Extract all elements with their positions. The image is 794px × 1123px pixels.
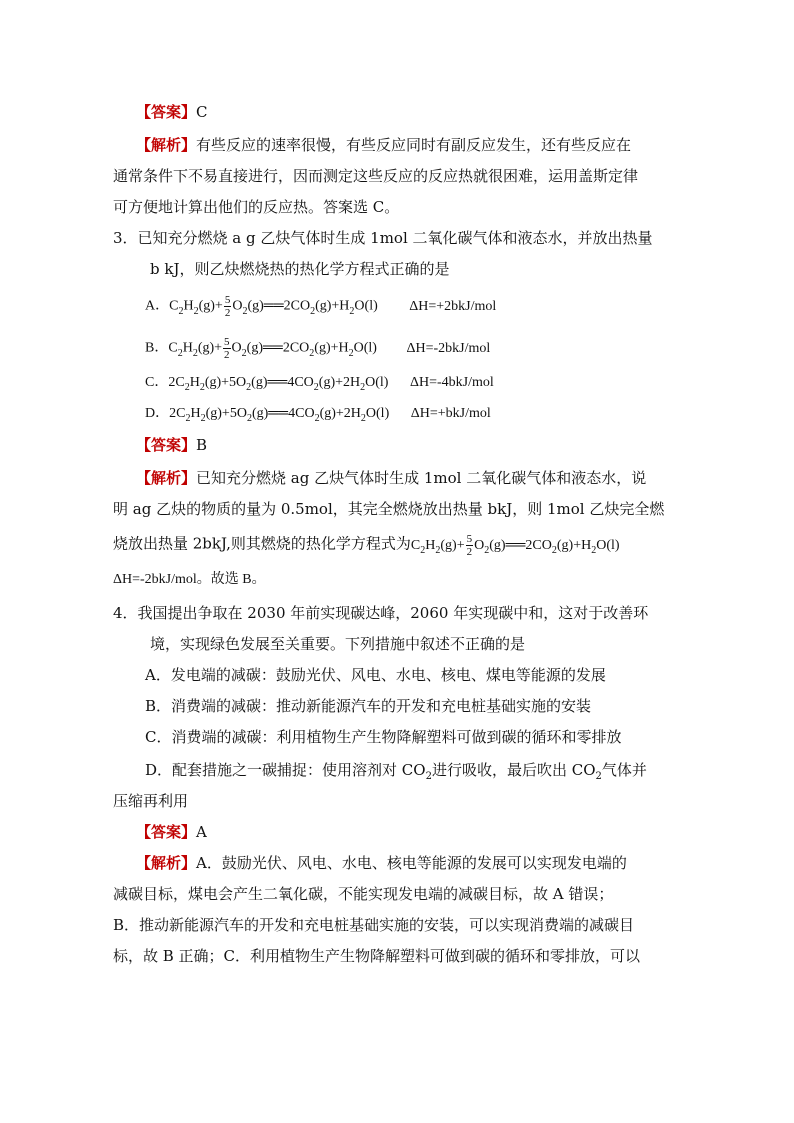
option-letter: B． [145,340,169,356]
q3-option-d: D．$2C_2H_2(g)+5O_2(g)══4CO_2(g)+2H_2O(l)$ ΔH=+bkJ/mol [145,406,491,424]
analysis-text: 烧放出热量 2bkJ,则其燃烧的热化学方程式为 [113,534,411,553]
option-letter: A． [145,298,170,314]
fraction-5-2: $\frac{5}{2}$ [224,336,230,361]
q4-option-a: A．发电端的减碳：鼓励光伏、风电、水电、核电、煤电等能源的发展 [145,666,606,684]
q3-stem-line-1: 3．已知充分燃烧 a g 乙炔气体时生成 1mol 二氧化碳气体和液态水，并放出热量 [113,229,653,247]
q2-analysis-line-1 [136,135,631,155]
enthalpy-value: ΔH=-2bkJ/mol [406,340,491,356]
q4-stem-line-1: 4．我国提出争取在 2030 年前实现碳达峰，2060 年实现碳中和，这对于改善环 [113,604,649,622]
q3-option-a: A．$C_2H_2(g)+$ $\frac{5}{2}$ $O_2(g)══2CO_2(g)+H_2O(l)$ ΔH=+2bkJ/mol [145,294,497,319]
q3-analysis-line-3: 烧放出热量 2bkJ,则其燃烧的热化学方程式为$C_2H_2(g)+$ $\frac{5}{2}$ $O_2(g)══2CO_2(g)+H_2O(l)$ [113,533,620,558]
analysis-text: A．鼓励光伏、风电、水电、核电等能源的发展可以实现发电端的 [196,854,627,872]
option-text: D．配套措施之一碳捕捉：使用溶剂对 CO [145,761,426,779]
q3-stem-line-2: b kJ，则乙炔燃烧热的热化学方程式正确的是 [150,260,450,278]
enthalpy-value: ΔH=+bkJ/mol [410,406,491,421]
q3-analysis-line-4: ΔH=-2bkJ/mol。故选 B。 [113,572,266,587]
analysis-tag: 【解析】 [136,136,197,154]
q4-answer-line [136,822,207,842]
q4-analysis-line-3: B．推动新能源汽车的开发和充电桩基础实施的安装，可以实现消费端的减碳目 [113,916,635,934]
q4-analysis-line-1 [136,853,627,873]
q4-option-d-line-1: D．配套措施之一碳捕捉：使用溶剂对 $CO_2$进行吸收，最后吹出 $CO_2$气体并 [145,761,647,782]
answer-value: A [196,823,207,841]
q4-analysis-line-4: 标，故 B 正确；C．利用植物生产生物降解塑料可做到碳的循环和零排放，可以 [113,947,641,965]
analysis-text: 有些反应的速率很慢，有些反应同时有副反应发生，还有些反应在 [196,136,632,154]
answer-tag: 【答案】 [136,436,197,454]
q4-option-b: B．消费端的减碳：推动新能源汽车的开发和充电桩基础实施的安装 [145,697,592,715]
q2-analysis-line-2: 通常条件下不易直接进行，因而测定这些反应的反应热就很困难，运用盖斯定律 [113,167,639,185]
q3-analysis-line-1 [136,468,646,488]
q4-analysis-line-2: 减碳目标，煤电会产生二氧化碳，不能实现发电端的减碳目标，故 A 错误； [113,885,614,903]
q4-stem-line-2: 境，实现绿色发展至关重要。下列措施中叙述不正确的是 [150,635,526,653]
fraction-5-2: $\frac{5}{2}$ [466,533,473,558]
q2-answer-line [136,102,208,122]
answer-value: B [196,436,208,454]
option-letter: C． [145,375,169,390]
q3-answer-line [136,435,207,455]
answer-tag: 【答案】 [136,823,197,841]
enthalpy-value: ΔH=-4bkJ/mol [409,375,494,390]
answer-value: C [196,103,208,121]
analysis-tag: 【解析】 [136,469,197,487]
fraction-5-2: $\frac{5}{2}$ [224,294,231,319]
q4-option-d-line-2: 压缩再利用 [113,792,189,810]
analysis-text: 已知充分燃烧 ag 乙炔气体时生成 1mol 二氧化碳气体和液态水，说 [196,469,647,487]
q3-option-b: B．$C_2H_2(g)+$ $\frac{5}{2}$ $O_2(g)══2CO_2(g)+H_2O(l)$ ΔH=-2bkJ/mol [145,336,491,361]
answer-tag: 【答案】 [136,103,197,121]
q3-option-c: C．$2C_2H_2(g)+5O_2(g)══4CO_2(g)+2H_2O(l)$ ΔH=-4bkJ/mol [145,375,494,393]
q2-analysis-line-3: 可方便地计算出他们的反应热。答案选 C。 [113,198,400,216]
q4-option-c: C．消费端的减碳：利用植物生产生物降解塑料可做到碳的循环和零排放 [145,728,622,746]
q3-analysis-line-2: 明 ag 乙炔的物质的量为 0.5mol，其完全燃烧放出热量 bkJ，则 1mol 乙炔完全燃 [113,500,665,518]
option-letter: D． [145,406,170,421]
option-text: 进行吸收，最后吹出 CO [431,761,596,779]
option-text: 气体并 [601,761,647,779]
enthalpy-value: ΔH=+2bkJ/mol [409,298,497,314]
analysis-tag: 【解析】 [136,854,197,872]
